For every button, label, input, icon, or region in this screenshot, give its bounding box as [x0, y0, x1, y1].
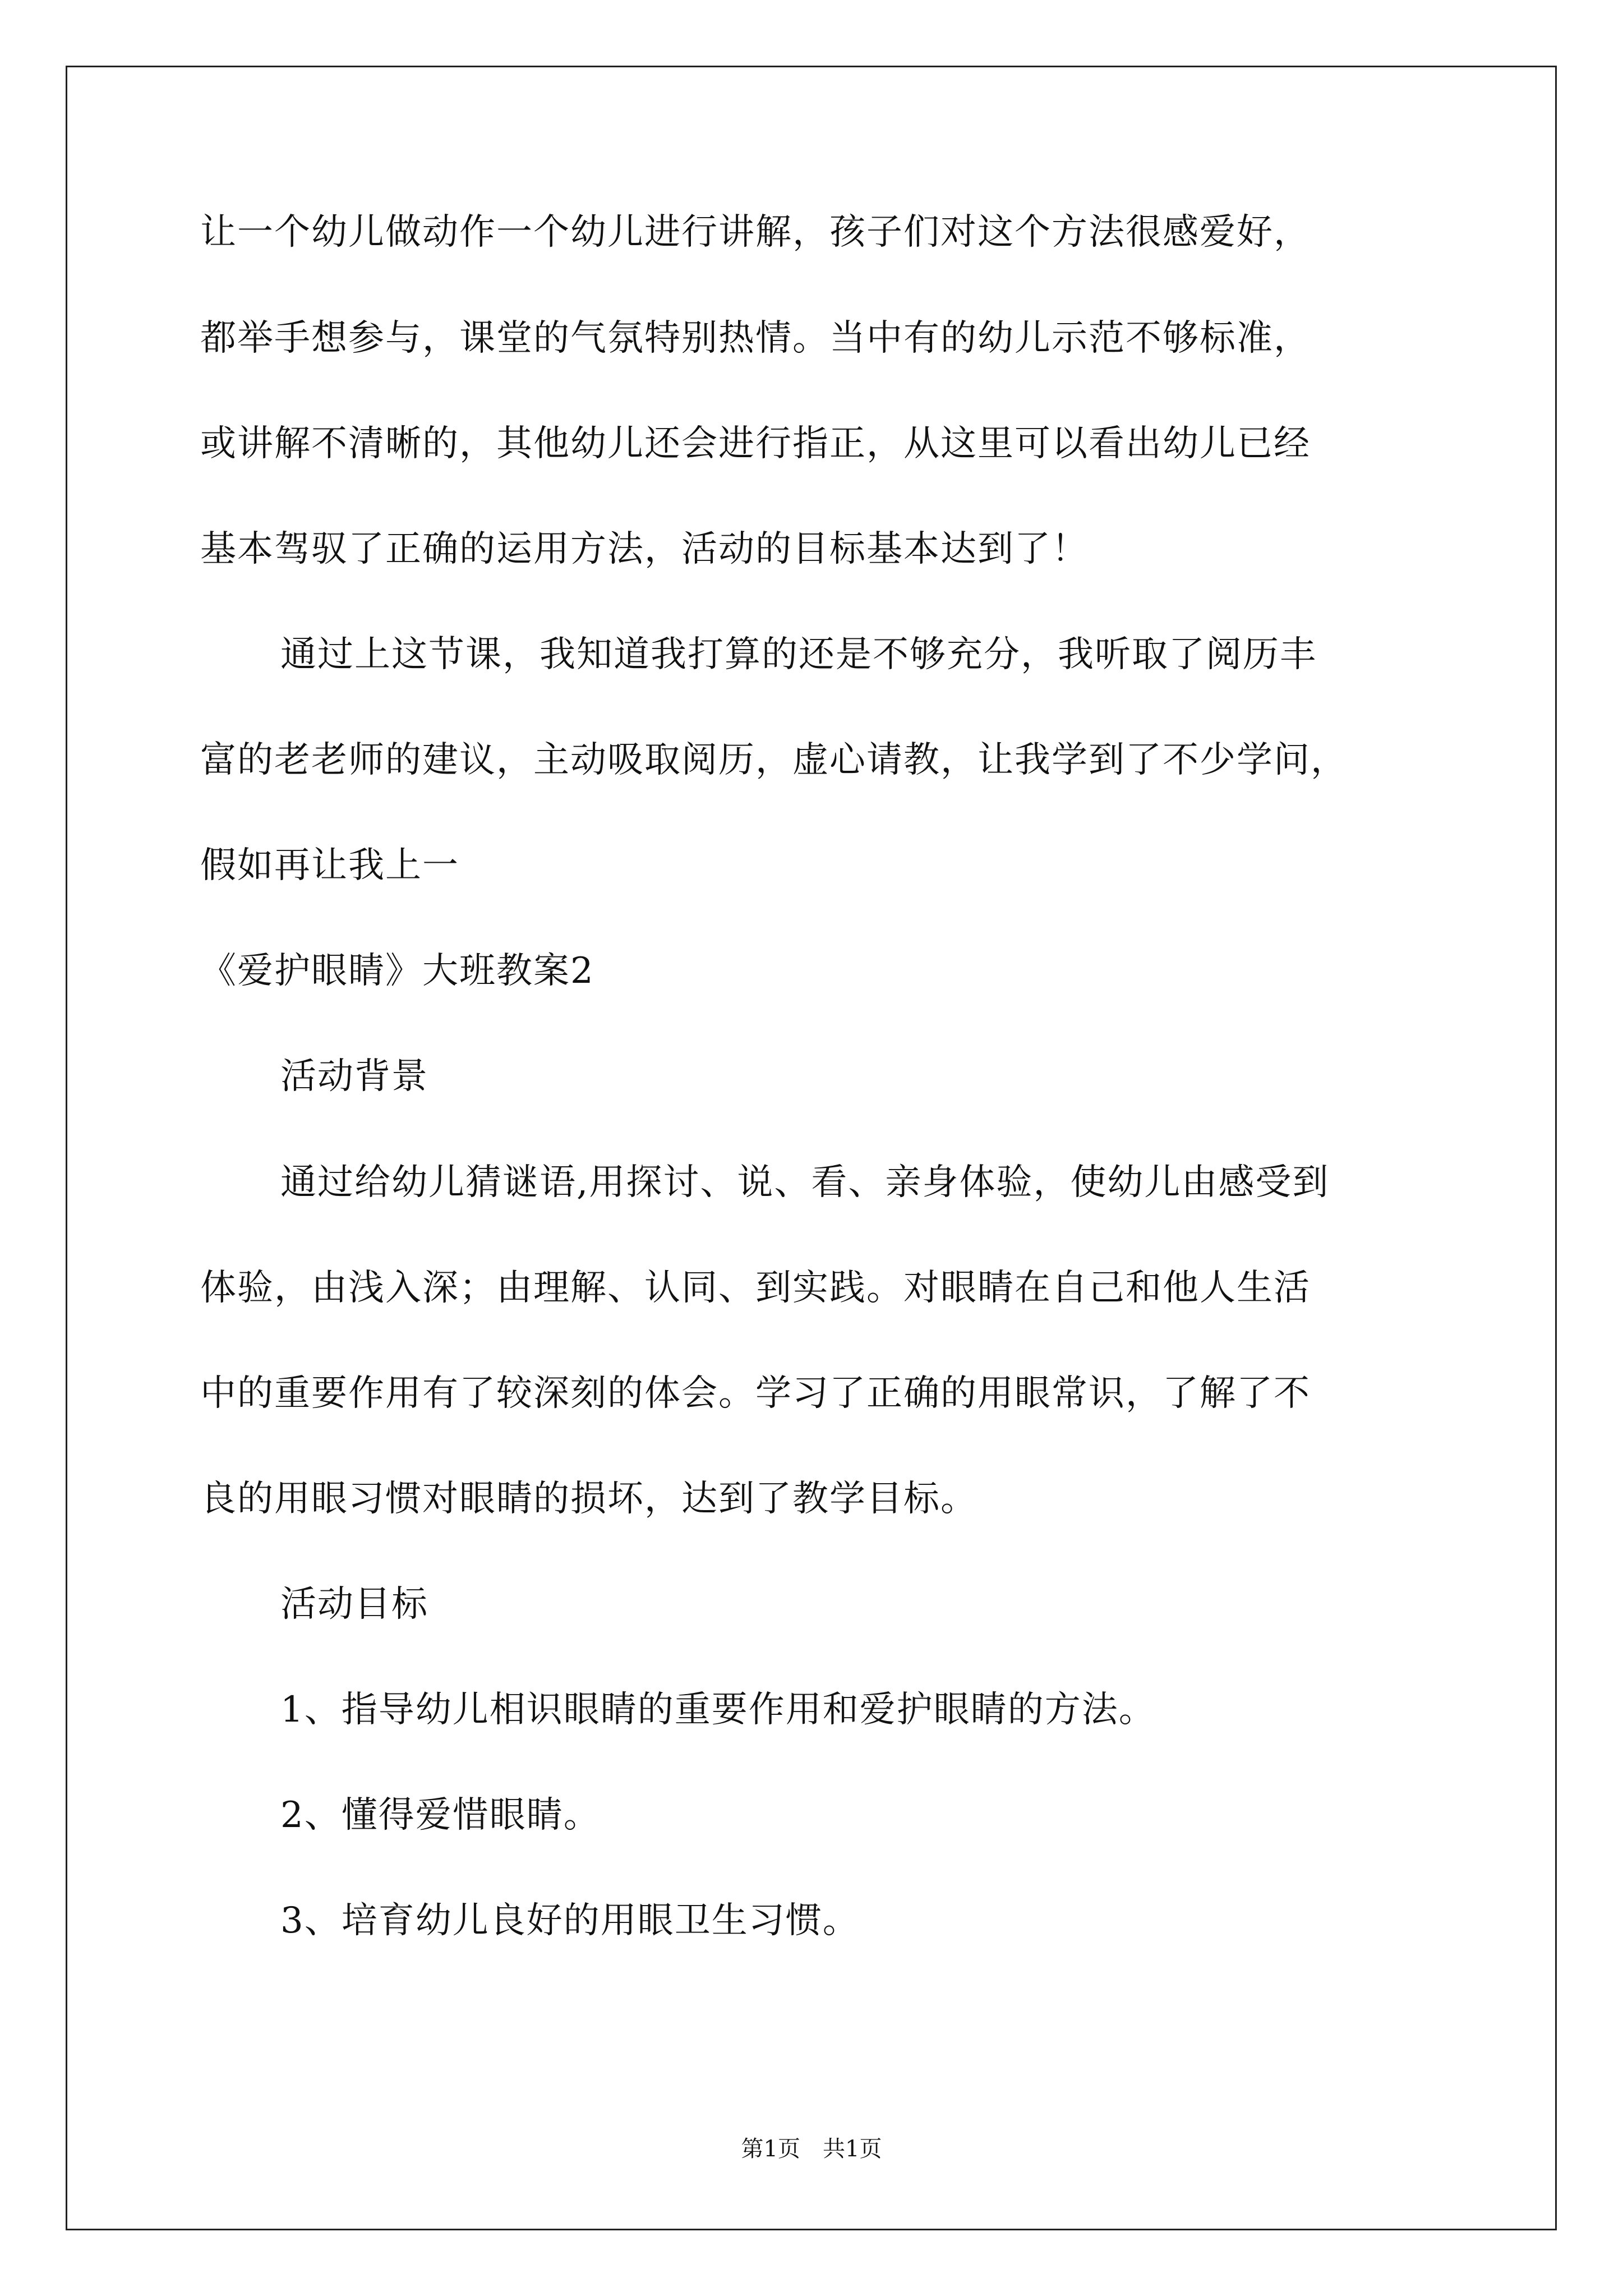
paragraph-line: 通过上这节课，我知道我打算的还是不够充分，我听取了阅历丰 — [280, 634, 1317, 675]
paragraph-line: 都举手想参与，课堂的气氛特别热情。当中有的幼儿示范不够标准， — [200, 318, 1311, 359]
goal-item: 2、懂得爱惜眼睛。 — [280, 1795, 601, 1836]
goal-item: 3、培育幼儿良好的用眼卫生习惯。 — [280, 1900, 860, 1941]
paragraph-line: 体验，由浅入深；由理解、认同、到实践。对眼睛在自己和他人生活 — [200, 1267, 1311, 1309]
paragraph-line: 基本驾驭了正确的运用方法，活动的目标基本达到了！ — [200, 528, 1089, 570]
section-title: 《爱护眼睛》大班教案2 — [200, 950, 594, 992]
paragraph-line: 通过给幼儿猜谜语,用探讨、说、看、亲身体验，使幼儿由感受到 — [280, 1162, 1330, 1203]
goal-item: 1、指导幼儿相识眼睛的重要作用和爱护眼睛的方法。 — [280, 1689, 1156, 1731]
paragraph-line: 或讲解不清晰的，其他幼儿还会进行指正，从这里可以看出幼儿已经 — [200, 423, 1311, 464]
page-footer — [0, 2135, 1623, 2163]
page-number-current: 第1页 — [741, 2136, 800, 2162]
background-heading: 活动背景 — [280, 1056, 428, 1097]
paragraph-line: 良的用眼习惯对眼睛的损坏，达到了教学目标。 — [200, 1478, 978, 1520]
page-number-total: 共1页 — [823, 2136, 882, 2162]
paragraph-line: 让一个幼儿做动作一个幼儿进行讲解，孩子们对这个方法很感爱好， — [200, 211, 1311, 253]
goals-heading: 活动目标 — [280, 1584, 428, 1625]
paragraph-line: 富的老老师的建议，主动吸取阅历，虚心请教，让我学到了不少学问， — [200, 739, 1348, 781]
paragraph-line: 假如再让我上一 — [200, 845, 459, 886]
paragraph-line: 中的重要作用有了较深刻的体会。学习了正确的用眼常识，了解了不 — [200, 1373, 1311, 1414]
